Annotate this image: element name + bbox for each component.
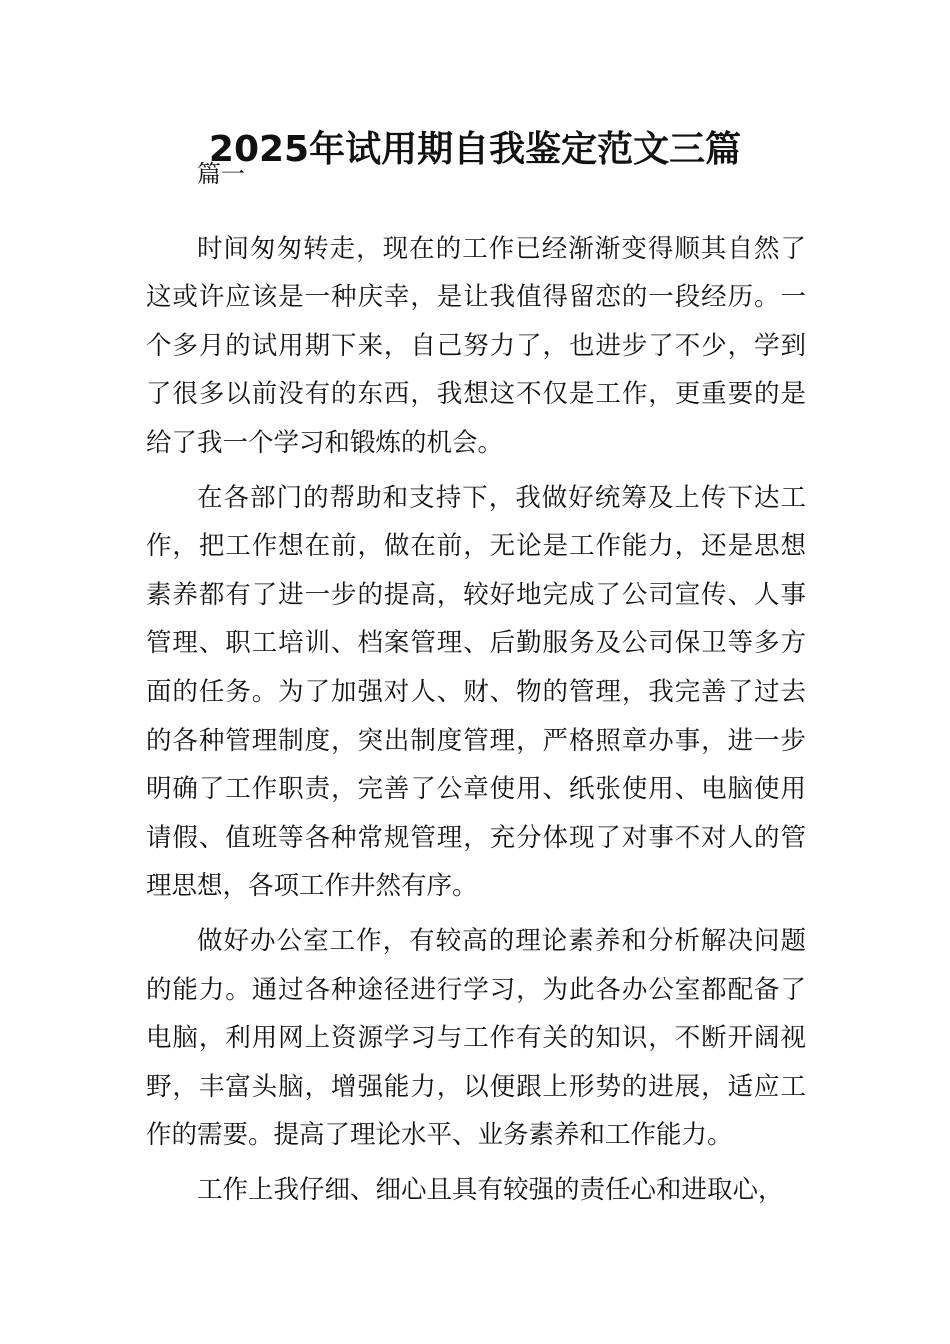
section-label: 篇一	[197, 160, 245, 188]
paragraph: 工作上我仔细、细心且具有较强的责任心和进取心，	[197, 1174, 784, 1205]
document-body	[146, 150, 806, 1214]
paragraph: 做好办公室工作，有较高的理论素养和分析解决问题的能力。通过各种途径进行学习，为此各办公室都配备了电脑，利用网上资源学习与工作有关的知识，不断开阔视野，丰富头脑，增强能力，以便跟上形势的进展，适应工作的需要。提高了理论水平、业务素养和工作能力。	[146, 925, 806, 1151]
document-title: 2025年试用期自我鉴定范文三篇	[208, 129, 742, 170]
paragraph: 在各部门的帮助和支持下，我做好统筹及上传下达工作，把工作想在前，做在前，无论是工作能力，还是思想素养都有了进一步的提高，较好地完成了公司宣传、人事管理、职工培训、档案管理、后勤服务及公司保卫等多方面的任务。为了加强对人、财、物的管理，我完善了过去的各种管理制度，突出制度管理，严格照章办事，进一步明确了工作职责，完善了公章使用、纸张使用、电脑使用请假、值班等各种常规管理，充分体现了对事不对人的管理思想，各项工作井然有序。	[146, 482, 806, 902]
paragraph: 时间匆匆转走，现在的工作已经渐渐变得顺其自然了这或许应该是一种庆幸，是让我值得留恋的一段经历。一个多月的试用期下来，自己努力了，也进步了不少，学到了很多以前没有的东西，我想这不仅是工作，更重要的是给了我一个学习和锻炼的机会。	[146, 233, 806, 458]
